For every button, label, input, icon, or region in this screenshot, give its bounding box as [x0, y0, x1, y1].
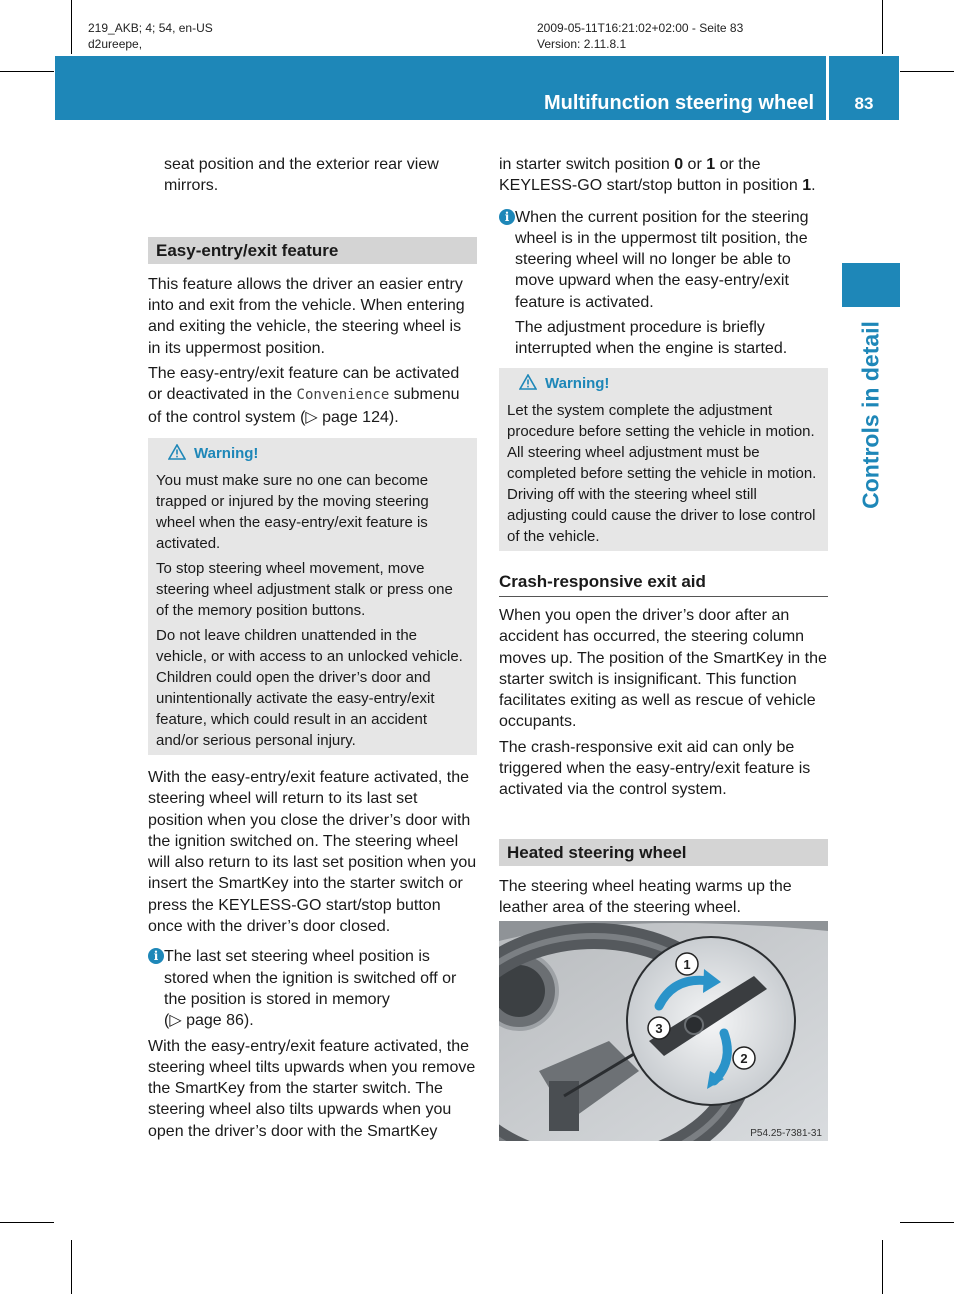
right-column: [499, 154, 828, 923]
left-column: [148, 154, 477, 1146]
warning-triangle-icon: [168, 444, 186, 466]
info-text: The last set steering wheel position is stored when the ignition is switched off or the position is stored in memory: [164, 948, 457, 1008]
crop-mark: [900, 71, 954, 72]
info-icon: i: [499, 209, 515, 225]
warning-triangle-icon: [519, 374, 537, 396]
crop-mark: [0, 1222, 54, 1223]
crop-mark: [0, 71, 54, 72]
info-text: The adjustment procedure is briefly interrupted when the engine is started.: [515, 319, 788, 358]
chapter-label-text: Controls in detail: [857, 321, 884, 509]
crop-mark: [71, 0, 72, 54]
info-note: [148, 946, 477, 1031]
paragraph: The steering wheel heating warms up the leather area of the steering wheel.: [499, 877, 792, 917]
callout-2: 2: [740, 1051, 748, 1066]
page-title: Multifunction steering wheel: [543, 92, 814, 114]
info-note: [499, 207, 828, 360]
paragraph: The crash-responsive exit aid can only be triggered when the easy-entry/exit feature is activated via the control system.: [499, 738, 811, 799]
meta-line: 219_AKB; 4; 54, en-US: [88, 21, 213, 35]
page-header: [55, 56, 899, 120]
warning-title: Warning!: [507, 373, 820, 396]
page-number: 83: [854, 94, 874, 113]
paragraph: The easy-entry/exit feature can be activated or deactivated in the Convenience submenu of the control system (▷ page 124).: [148, 365, 460, 426]
warning-text: You must make sure no one can become trapped or injured by the moving steering wheel when the easy-entry/exit feature is activated.: [156, 471, 429, 552]
meta-line: 2009-05-11T16:21:02+02:00 - Seite 83: [537, 21, 744, 35]
warning-box: [148, 438, 477, 755]
warning-text: Let the system complete the adjustment procedure before setting the vehicle in motion. All steering wheel adjustment must be completed before setting the vehicle in motion. Driving off with the steering wheel still adjusting could cause the driver to lose control of the vehicle.: [507, 401, 817, 545]
paragraph: in starter switch position 0 or 1 or the KEYLESS-GO start/stop button in position 1.: [499, 156, 816, 195]
info-text: When the current position for the steering wheel is in the uppermost tilt position, the steering wheel will no longer be able to move upward when the easy-entry/exit feature is activated.: [515, 208, 809, 311]
paragraph: This feature allows the driver an easier entry into and exit from the vehicle. When entering and exiting the vehicle, the steering wheel is in its uppermost position.: [148, 275, 465, 357]
steering-wheel-illustration: [499, 921, 828, 1141]
crop-mark: [900, 1222, 954, 1223]
crop-mark: [882, 0, 883, 54]
section-heading-heated-wheel: Heated steering wheel: [499, 839, 828, 866]
chapter-label: [838, 320, 904, 510]
menu-name: Convenience: [296, 387, 390, 404]
callout-1: 1: [683, 957, 691, 972]
warning-text: To stop steering wheel movement, move steering wheel adjustment stalk or press one of the memory position buttons.: [156, 559, 453, 619]
crop-mark: [882, 1240, 883, 1294]
warning-box: [499, 368, 828, 551]
meta-line: d2ureepe,: [88, 37, 143, 51]
paragraph: With the easy-entry/exit feature activated, the steering wheel will return to its last set position when you close the driver’s door with the ignition switched on. The steering wheel will also return to its last set position when you insert the SmartKey into the starter switch or press the KEYLESS-GO start/stop button once with the driver’s door closed.: [148, 768, 477, 936]
page-reference[interactable]: (▷ page 86).: [164, 1012, 254, 1030]
crop-mark: [71, 1240, 72, 1294]
print-meta-right: [537, 20, 743, 52]
callout-3: 3: [655, 1021, 663, 1036]
meta-line: Version: 2.11.8.1: [537, 37, 627, 51]
paragraph: With the easy-entry/exit feature activated, the steering wheel tilts upwards when you remove the SmartKey from the starter switch. The steering wheel also tilts upwards when you open the driver’s door with the SmartKey: [148, 1037, 476, 1140]
section-heading-easy-entry: Easy-entry/exit feature: [148, 237, 477, 264]
figure-code: P54.25-7381-31: [750, 1128, 822, 1139]
print-meta-left: [88, 20, 213, 52]
steering-wheel-figure: [499, 921, 828, 1141]
warning-text: Do not leave children unattended in the vehicle, or with access to an unlocked vehicle. Children could open the driver’s door and unintentionally activate the easy-entry/exit feature, which could result in an accident and/or serious personal injury.: [156, 626, 463, 749]
info-icon: i: [148, 948, 164, 964]
continued-text: seat position and the exterior rear view mirrors.: [164, 156, 439, 195]
paragraph: When you open the driver’s door after an accident has occurred, the steering column moves up. The position of the SmartKey in the starter switch is insignificant. This function facilitates exiting as well as rescue of vehicle occupants.: [499, 606, 827, 731]
page-reference[interactable]: ▷ page 124: [305, 408, 389, 426]
warning-title: Warning!: [156, 443, 469, 466]
subheading-crash-exit-aid: Crash-responsive exit aid: [499, 571, 828, 597]
chapter-tab: [842, 263, 900, 307]
